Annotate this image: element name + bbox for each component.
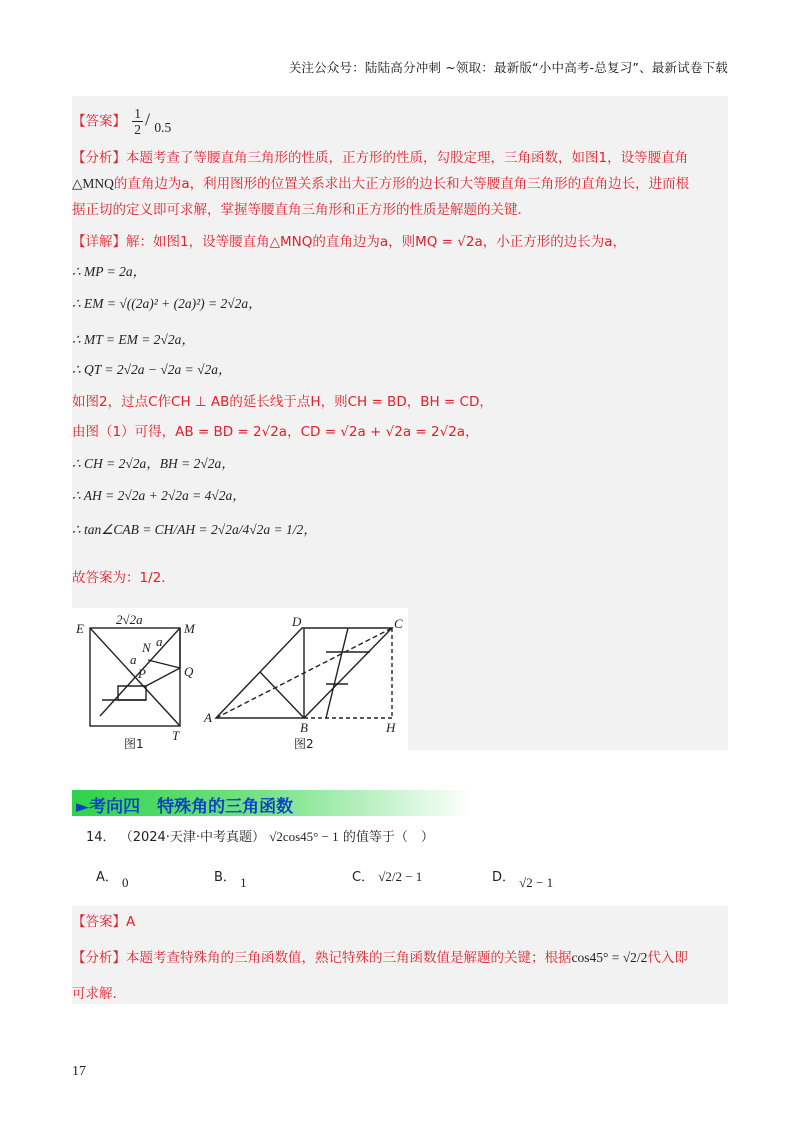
analysis-line-1: 【分析】本题考查了等腰直角三角形的性质，正方形的性质，勾股定理，三角函数，如图1，设等腰直角: [72, 150, 689, 166]
answer-label: 【答案】: [72, 113, 126, 130]
option-a[interactable]: A． 0: [96, 870, 129, 890]
question-14: 14． （2024·天津·中考真题） √2cos45° − 1 的值等于（ ）: [86, 829, 434, 845]
option-b[interactable]: B． 1: [214, 870, 247, 890]
fig1-caption: 图1: [124, 737, 144, 751]
fig1-label-q: Q: [184, 664, 194, 679]
answer-line: 【答案】 $\frac{1}{2}$ / 0.5: [72, 106, 172, 137]
step-6: 由图（1）可得，AB = BD = 2√2a，CD = √2a + √2a = 2√2a，: [72, 424, 479, 440]
fig1-label-m: M: [184, 621, 195, 636]
fig2-inner-1: [260, 672, 304, 718]
detail-intro: 【详解】解：如图1，设等腰直角△MNQ的直角边为a，则MQ = √2a，小正方形的边长为a，: [72, 234, 627, 250]
analysis-line-3: 据正切的定义即可求解，掌握等腰直角三角形和正方形的性质是解题的关键．: [72, 202, 531, 218]
fig2-label-b: B: [300, 720, 308, 735]
section-heading: ►考向四 特殊角的三角函数: [72, 790, 472, 816]
step-3: ∴ MT = EM = 2√2a，: [72, 332, 195, 347]
solution-panel-14: [72, 906, 728, 1004]
fig1-label-n: N: [142, 640, 151, 655]
fig1-label-p: P: [138, 666, 146, 681]
step-5: 如图2，过点C作CH ⊥ AB的延长线于点H，则CH = BD，BH = CD，: [72, 394, 493, 410]
fig1-label-t: T: [172, 728, 180, 743]
step-7: ∴ CH = 2√2a，BH = 2√2a，: [72, 456, 235, 471]
step-4: ∴ QT = 2√2a − √2a = √2a，: [72, 362, 232, 377]
fig1-right-line: [146, 668, 180, 686]
step-2: ∴ EM = √((2a)² + (2a)²) = 2√2a，: [72, 296, 262, 311]
page-number: 17: [72, 1064, 86, 1079]
page-header: 关注公众号：陆陆高分冲刺 ~领取：最新版“小中高考-总复习”、最新试卷下载: [288, 60, 728, 75]
fig1-nq: [148, 660, 180, 668]
fig1-small-square: [118, 686, 146, 700]
fig2-caption: 图2: [294, 737, 314, 751]
fig1-top-label: 2√2a: [116, 612, 143, 627]
option-c[interactable]: C． √2/2 − 1: [352, 869, 423, 885]
fig2-label-c: C: [394, 616, 403, 631]
step-1: ∴ MP = 2a，: [72, 264, 147, 279]
fig1-label-a1: a: [156, 634, 163, 649]
answer-fraction: $\frac{1}{2}$: [134, 106, 142, 137]
final-answer: 故答案为：1/2．: [72, 570, 175, 586]
fig2-label-h: H: [386, 720, 396, 735]
step-8: ∴ AH = 2√2a + 2√2a = 4√2a，: [72, 488, 246, 503]
solution-panel-13: [72, 96, 728, 750]
analysis-line-2: △MNQ的直角边为a，利用图形的位置关系求出大正方形的边长和大等腰直角三角形的直角边长，进而根: [72, 176, 690, 192]
fig1-label-a2: a: [130, 652, 137, 667]
fig2-inner-2: [326, 628, 348, 718]
fig1-label-e: E: [76, 621, 84, 636]
answer14-line: 【答案】A: [72, 914, 136, 930]
answer-alt: 0.5: [154, 119, 172, 135]
figures-svg: [72, 608, 408, 752]
option-d[interactable]: D． √2 − 1: [492, 870, 554, 890]
analysis14-line-1: 【分析】本题考查特殊角的三角函数值，熟记特殊的三角函数值是解题的关键；根据cos45° = √2/2代入即: [72, 950, 688, 966]
fig2-label-d: D: [292, 614, 302, 629]
fig2-label-a: A: [204, 710, 212, 725]
analysis14-line-2: 可求解.: [72, 986, 117, 1002]
step-9: ∴ tan∠CAB = CH/AH = 2√2a/4√2a = 1/2，: [72, 522, 317, 537]
